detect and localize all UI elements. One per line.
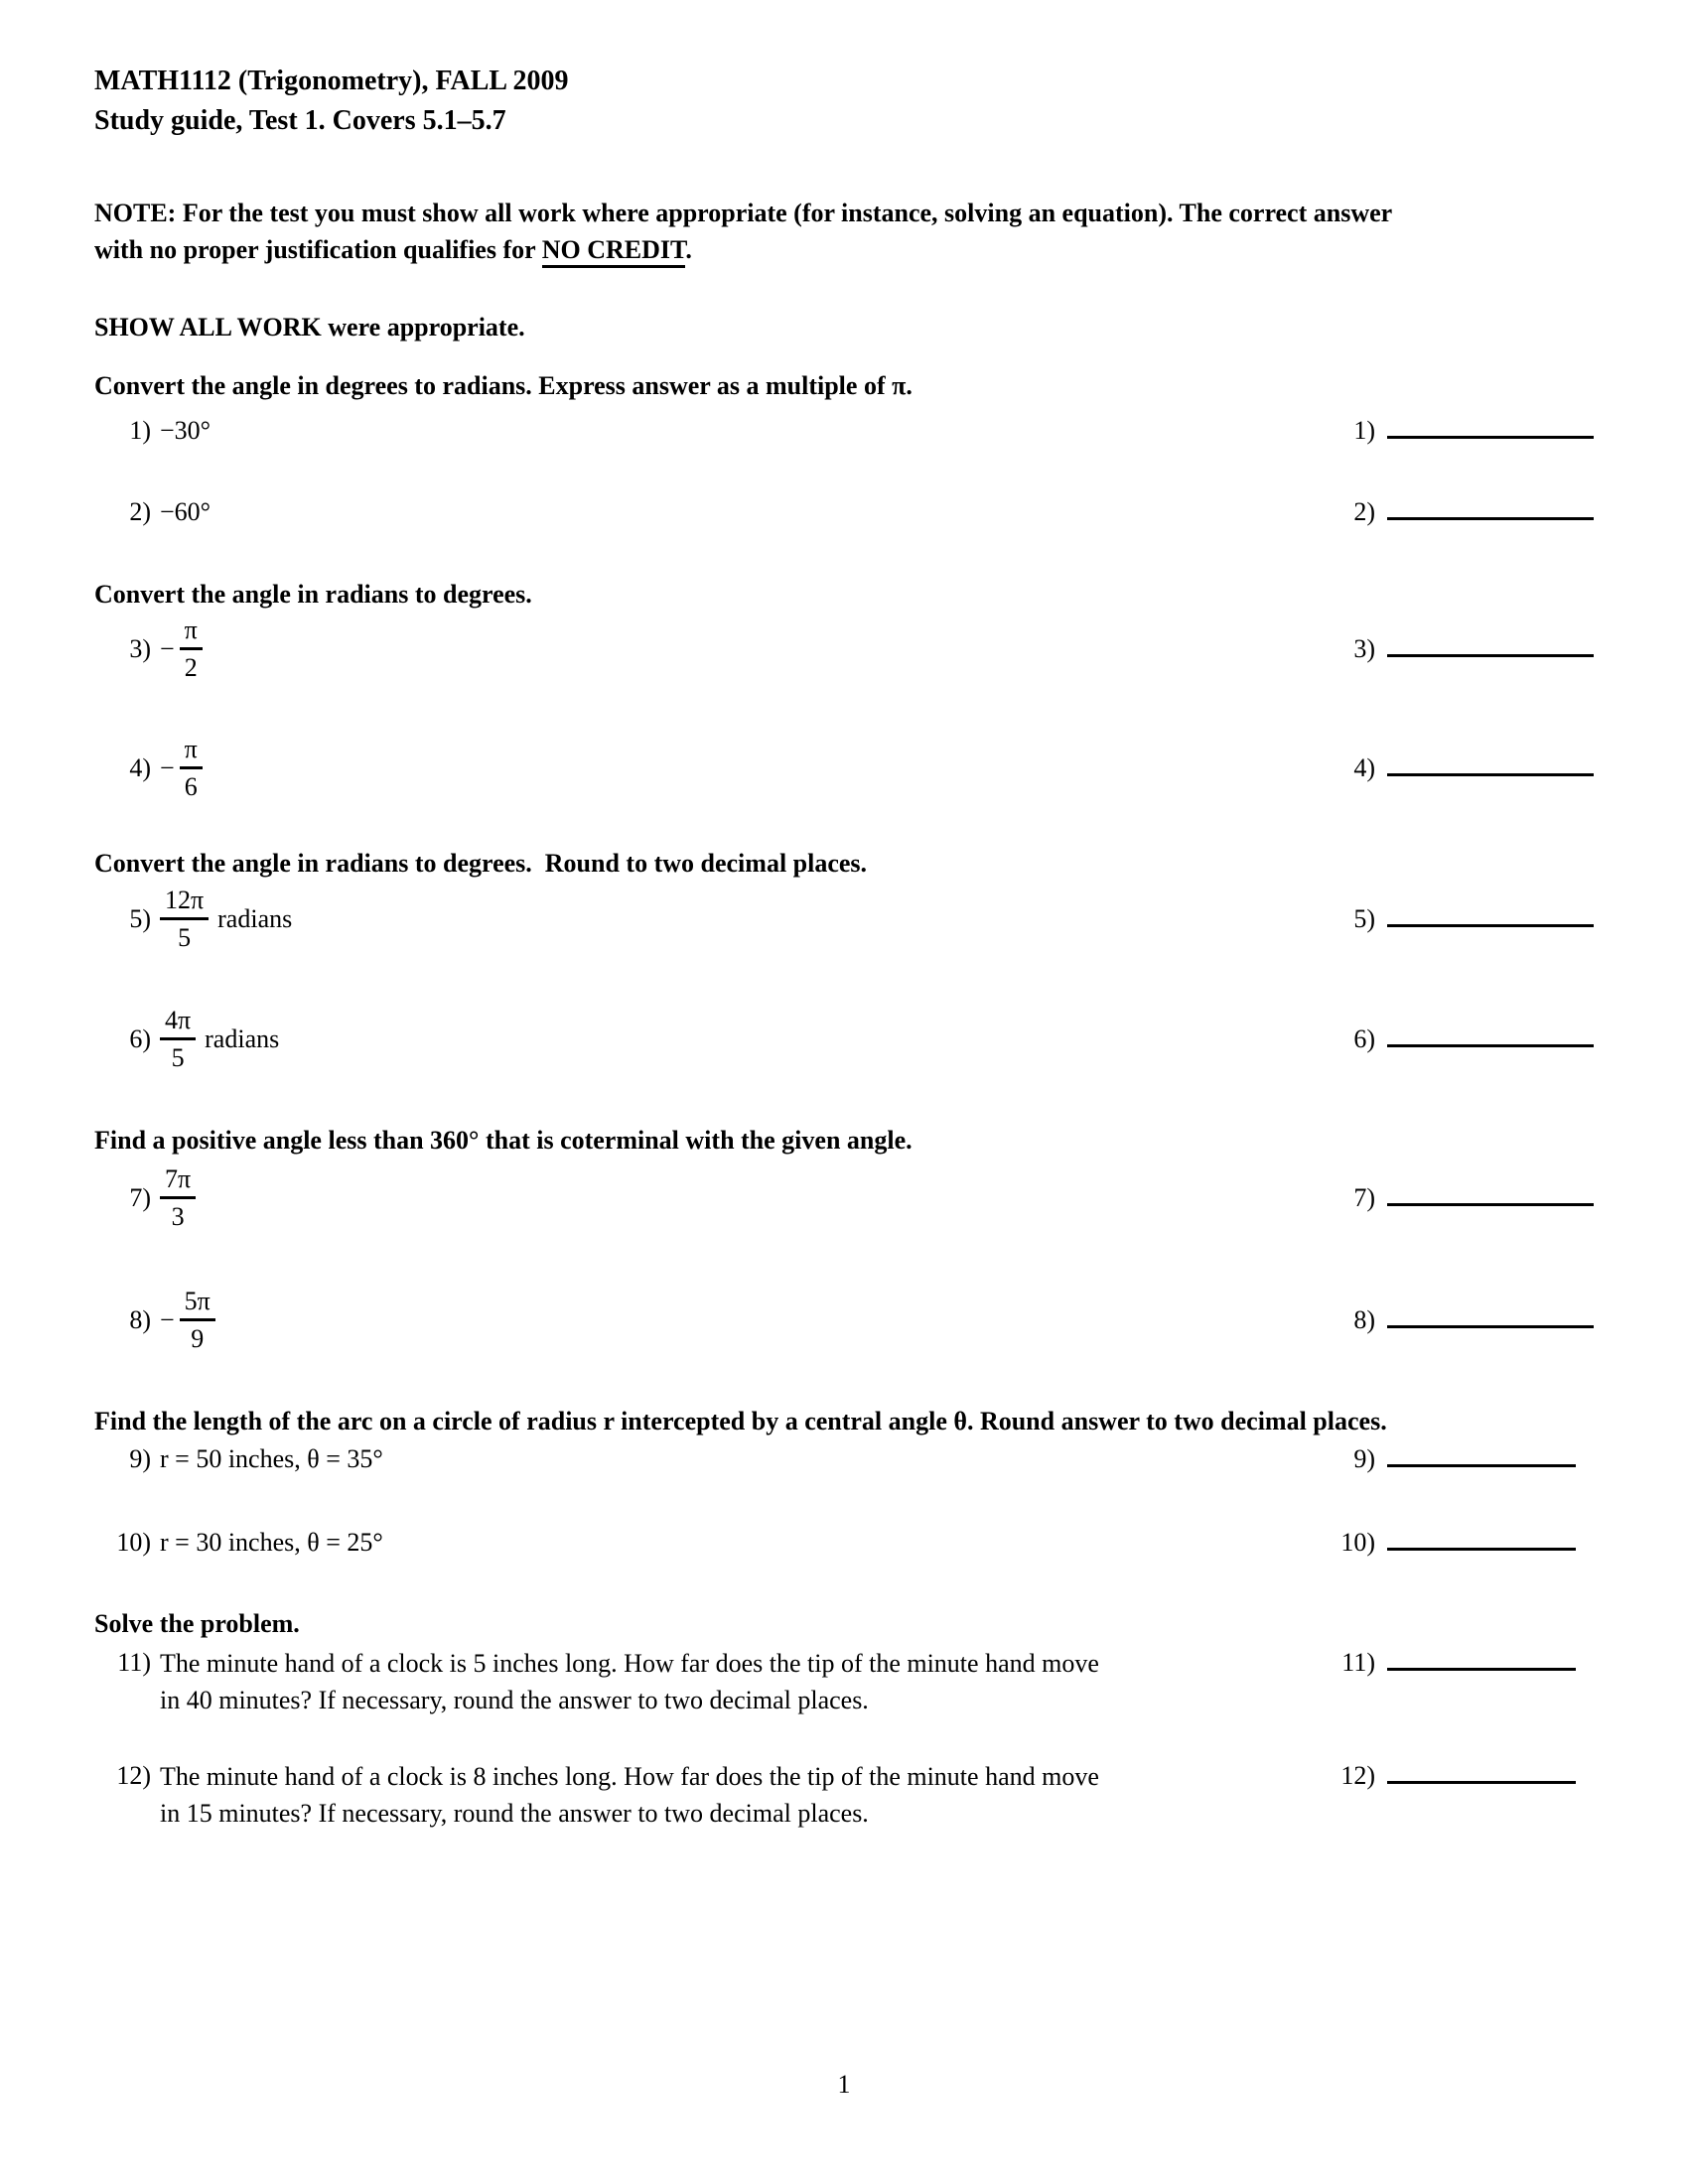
fraction — [160, 1004, 196, 1074]
answer-number: 10) — [1340, 1528, 1375, 1557]
problem-1 — [94, 413, 1594, 448]
answer-number: 3) — [1353, 634, 1375, 663]
answer-line — [1387, 1647, 1576, 1671]
answer-number: 5) — [1353, 904, 1375, 933]
problem-text — [160, 1645, 1099, 1718]
answer-line — [1387, 1024, 1594, 1047]
answer-number: 1) — [1353, 416, 1375, 445]
fraction-denominator: 6 — [180, 766, 203, 803]
fraction-denominator: 2 — [180, 647, 203, 684]
problem-number: 1) — [129, 416, 151, 445]
answer-blank-8 — [1326, 1302, 1594, 1337]
note-line1: NOTE: For the test you must show all work where appropriate (for instance, solving an equation). The correct answer — [94, 199, 1393, 227]
minus-sign: − — [160, 753, 175, 782]
section-heading-rad-to-deg-round: Convert the angle in radians to degrees. Round to two decimal places. — [94, 849, 868, 878]
problem-text: −30° — [160, 416, 211, 445]
problem-12-statement — [94, 1758, 1326, 1832]
problem-8 — [94, 1285, 1594, 1355]
minus-sign: − — [160, 1305, 175, 1334]
section-heading-deg-to-rad: Convert the angle in degrees to radians. Express answer as a multiple of π. — [94, 371, 913, 400]
problem-11 — [94, 1645, 1594, 1718]
answer-number: 11) — [1341, 1648, 1375, 1677]
answer-line — [1387, 415, 1594, 439]
answer-line — [1387, 752, 1594, 776]
answer-line — [1387, 496, 1594, 520]
fraction-numerator: 12π — [165, 886, 205, 914]
answer-blank-3 — [1326, 631, 1594, 666]
answer-line — [1387, 1182, 1594, 1206]
problem-text-line1: The minute hand of a clock is 5 inches long. How far does the tip of the minute hand move — [160, 1649, 1099, 1678]
fraction — [180, 733, 203, 803]
problem-text: −60° — [160, 497, 211, 526]
answer-blank-6 — [1326, 1022, 1594, 1056]
problem-text-line2: in 40 minutes? If necessary, round the answer to two decimal places. — [160, 1686, 869, 1714]
note-line2-prefix: with no proper justification qualifies for — [94, 235, 542, 264]
fraction-numerator: π — [184, 735, 198, 763]
problem-text-line1: The minute hand of a clock is 8 inches long. How far does the tip of the minute hand move — [160, 1762, 1099, 1791]
fraction — [180, 1285, 215, 1355]
problem-1-statement — [94, 413, 1326, 448]
unit-label: radians — [217, 904, 293, 933]
answer-line — [1387, 903, 1594, 927]
problem-number: 3) — [129, 634, 151, 663]
problem-3 — [94, 614, 1594, 684]
problem-5 — [94, 884, 1594, 954]
unit-label: radians — [205, 1024, 280, 1053]
show-all-work-note: SHOW ALL WORK were appropriate. — [94, 313, 525, 341]
problem-number: 9) — [129, 1444, 151, 1473]
answer-line — [1387, 1443, 1576, 1467]
fraction-numerator: π — [184, 615, 198, 644]
answer-number: 8) — [1353, 1305, 1375, 1334]
problem-text: r = 50 inches, θ = 35° — [160, 1444, 383, 1473]
problem-7-statement — [94, 1162, 1326, 1233]
answer-number: 2) — [1353, 497, 1375, 526]
problem-5-statement — [94, 884, 1326, 954]
answer-blank-4 — [1326, 751, 1594, 785]
answer-blank-5 — [1326, 901, 1594, 936]
problem-3-statement — [94, 614, 1326, 684]
problem-9-statement — [94, 1441, 1326, 1476]
problem-number: 8) — [129, 1305, 151, 1334]
answer-line — [1387, 1760, 1576, 1784]
problem-10-statement — [94, 1525, 1326, 1560]
course-title: MATH1112 (Trigonometry), FALL 2009 — [94, 66, 569, 96]
problem-9 — [94, 1441, 1594, 1476]
problem-2-statement — [94, 494, 1326, 529]
answer-number: 4) — [1353, 753, 1375, 782]
section-heading-solve: Solve the problem. — [94, 1609, 300, 1638]
fraction-numerator: 7π — [165, 1164, 192, 1193]
answer-line — [1387, 1527, 1576, 1551]
note-paragraph — [94, 195, 1564, 268]
answer-blank-1 — [1326, 413, 1594, 448]
answer-number: 7) — [1353, 1183, 1375, 1212]
answer-blank-10 — [1326, 1525, 1594, 1560]
problem-text-line2: in 15 minutes? If necessary, round the answer to two decimal places. — [160, 1799, 869, 1828]
section-heading-rad-to-deg: Convert the angle in radians to degrees. — [94, 580, 532, 609]
fraction — [180, 614, 203, 684]
worksheet-subtitle: Study guide, Test 1. Covers 5.1–5.7 — [94, 105, 506, 136]
problem-7 — [94, 1162, 1594, 1233]
answer-number: 6) — [1353, 1024, 1375, 1053]
problem-8-statement — [94, 1285, 1326, 1355]
answer-number: 12) — [1340, 1761, 1375, 1790]
fraction-numerator: 4π — [165, 1006, 192, 1034]
section-heading-arc-length: Find the length of the arc on a circle of radius r intercepted by a central angle θ. Round answer to two decimal places. — [94, 1407, 1387, 1435]
problem-number: 5) — [129, 904, 151, 933]
problem-number: 6) — [129, 1024, 151, 1053]
answer-blank-2 — [1326, 494, 1594, 529]
problem-6 — [94, 1004, 1594, 1074]
problem-4-statement — [94, 733, 1326, 803]
answer-blank-12 — [1326, 1758, 1594, 1793]
problem-number: 4) — [129, 753, 151, 782]
answer-line — [1387, 633, 1594, 657]
answer-blank-7 — [1326, 1180, 1594, 1215]
no-credit-underlined: NO CREDIT — [542, 235, 686, 268]
problem-12 — [94, 1758, 1594, 1832]
answer-number: 9) — [1353, 1444, 1375, 1473]
problem-text — [160, 1758, 1099, 1832]
fraction-denominator: 5 — [160, 1037, 196, 1074]
problem-number: 12) — [116, 1761, 151, 1790]
minus-sign: − — [160, 634, 175, 663]
fraction — [160, 884, 209, 954]
problem-2 — [94, 494, 1594, 529]
page-number: 1 — [837, 2070, 851, 2099]
problem-number: 11) — [117, 1648, 151, 1677]
section-heading-coterminal: Find a positive angle less than 360° that is coterminal with the given angle. — [94, 1126, 913, 1155]
problem-text: r = 30 inches, θ = 25° — [160, 1528, 383, 1557]
answer-line — [1387, 1304, 1594, 1328]
answer-blank-11 — [1326, 1645, 1594, 1680]
problem-4 — [94, 733, 1594, 803]
problem-10 — [94, 1525, 1594, 1560]
problem-number: 2) — [129, 497, 151, 526]
fraction-denominator: 3 — [160, 1196, 196, 1233]
problem-number: 7) — [129, 1183, 151, 1212]
fraction — [160, 1162, 196, 1233]
note-line2-suffix: . — [685, 235, 692, 264]
fraction-denominator: 9 — [180, 1318, 215, 1355]
problem-6-statement — [94, 1004, 1326, 1074]
problem-number: 10) — [116, 1528, 151, 1557]
answer-blank-9 — [1326, 1441, 1594, 1476]
fraction-numerator: 5π — [184, 1287, 211, 1315]
problem-11-statement — [94, 1645, 1326, 1718]
fraction-denominator: 5 — [160, 917, 209, 954]
